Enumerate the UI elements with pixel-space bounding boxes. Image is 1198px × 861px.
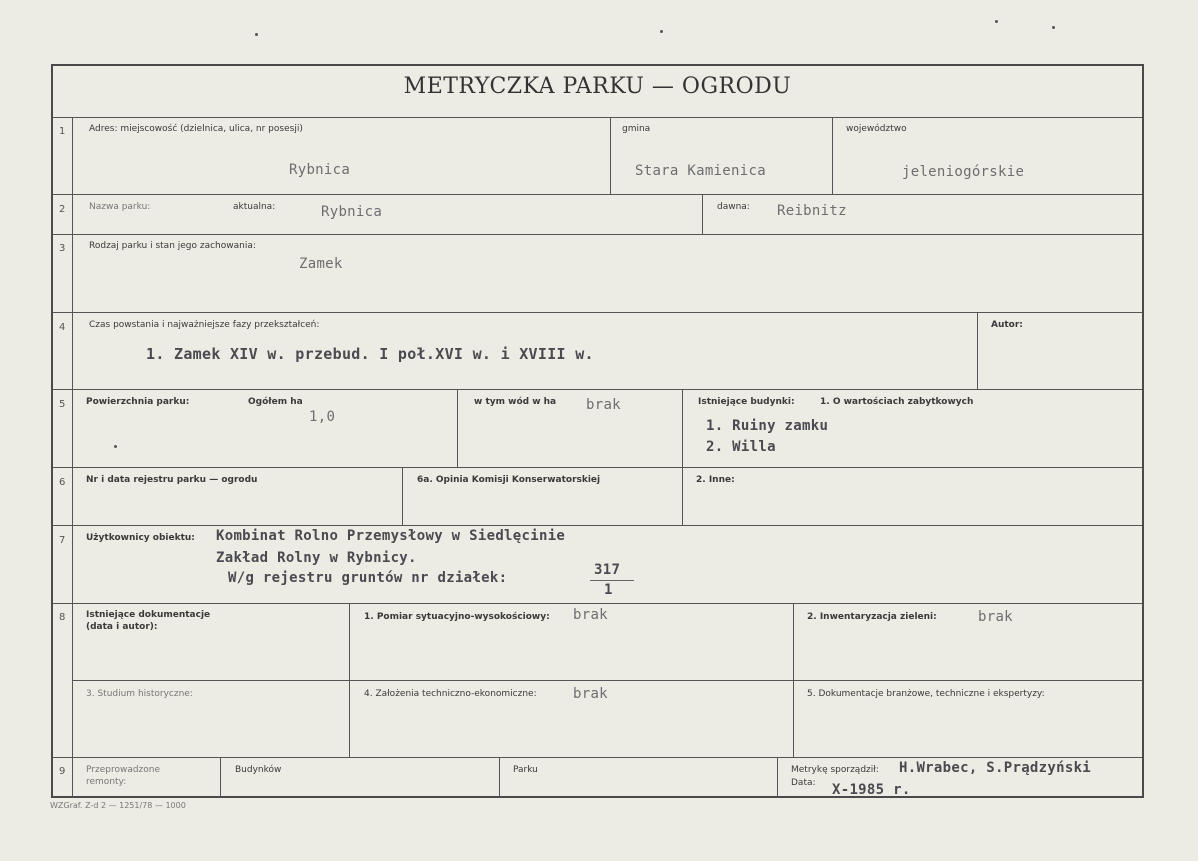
cell-divider (682, 389, 683, 467)
author-label: Autor: (991, 320, 1023, 330)
parcel-fraction-line (590, 580, 634, 581)
cell-divider (832, 117, 833, 194)
parcel-denominator: 1 (604, 582, 613, 598)
row-number: 8 (59, 612, 66, 623)
parcel-numerator: 317 (594, 562, 621, 578)
inventory-value: brak (978, 609, 1013, 625)
number-column-divider (72, 117, 73, 798)
paper-speck (114, 445, 117, 448)
voivodeship-label: województwo (846, 124, 907, 134)
cell-divider (977, 312, 978, 389)
park-name-label: Nazwa parku: (89, 202, 151, 212)
row-number: 4 (59, 322, 66, 333)
park-area-label: Powierzchnia parku: (86, 397, 190, 407)
docs-sub-label: (data i autor): (86, 622, 158, 632)
row-divider (53, 525, 1142, 526)
cell-divider (220, 757, 221, 798)
paper-speck (660, 30, 663, 33)
cell-divider (499, 757, 500, 798)
row-divider (53, 117, 1142, 118)
former-name-value: Reibnitz (777, 203, 847, 219)
user-line: Kombinat Rolno Przemysłowy w Siedlęcinie (216, 528, 566, 544)
register-label: Nr i data rejestru parku — ogrodu (86, 475, 258, 485)
row-divider (53, 194, 1142, 195)
branch-docs-label: 5. Dokumentacje branżowe, techniczne i ekspertyzy: (807, 689, 1045, 699)
existing-buildings-label: Istniejące budynki: (698, 397, 795, 407)
paper-speck (1052, 26, 1055, 29)
cell-divider (777, 757, 778, 798)
tech-assumptions-value: brak (573, 686, 608, 702)
cell-divider (702, 194, 703, 234)
park-repairs-label: Parku (513, 765, 538, 775)
row-divider (53, 467, 1142, 468)
water-area-value: brak (586, 397, 621, 413)
gmina-value: Stara Kamienica (635, 163, 766, 179)
row-divider (53, 603, 1142, 604)
row-divider (53, 312, 1142, 313)
repairs-sub-label: remonty: (86, 777, 127, 787)
print-footer: WZGraf. Z-d 2 — 1251/78 — 1000 (50, 801, 186, 810)
row-number: 1 (59, 126, 66, 137)
cell-divider (793, 603, 794, 757)
total-area-value: 1,0 (309, 409, 336, 425)
row-divider (53, 757, 1142, 758)
row-number: 9 (59, 766, 66, 777)
history-phases-value: 1. Zamek XIV w. przebud. I poł.XVI w. i XVIII w. (146, 345, 594, 363)
row-number: 5 (59, 399, 66, 410)
total-area-label: Ogółem ha (248, 397, 303, 407)
row-number: 3 (59, 243, 66, 254)
voivodeship-value: jeleniogórskie (902, 164, 1025, 180)
survey-value: brak (573, 607, 608, 623)
building-item: 1. Ruiny zamku (706, 418, 829, 434)
cell-divider (682, 467, 683, 525)
tech-assumptions-label: 4. Założenia techniczno-ekonomiczne: (364, 689, 537, 699)
row-divider (53, 234, 1142, 235)
docs-label: Istniejące dokumentacje (86, 610, 211, 620)
row-number: 6 (59, 477, 66, 488)
former-name-label: dawna: (717, 202, 750, 212)
row-number: 2 (59, 204, 66, 215)
commission-opinion-label: 6a. Opinia Komisji Konserwatorskiej (417, 475, 601, 485)
repairs-label: Przeprowadzone (86, 765, 161, 775)
paper-speck (995, 20, 998, 23)
row-number: 7 (59, 535, 66, 546)
park-record-form (51, 64, 1144, 798)
date-label: Data: (791, 778, 816, 788)
cell-divider (610, 117, 611, 194)
history-phases-label: Czas powstania i najważniejsze fazy przekształceń: (89, 320, 320, 330)
cell-divider (349, 603, 350, 757)
address-value: Rybnica (289, 162, 351, 178)
gmina-label: gmina (622, 124, 651, 134)
users-label: Użytkownicy obiektu: (86, 533, 195, 543)
row-divider (53, 389, 1142, 390)
historic-buildings-label: 1. O wartościach zabytkowych (820, 397, 974, 407)
park-type-value: Zamek (299, 256, 343, 272)
row-divider (73, 680, 1142, 681)
form-title: METRYCZKA PARKU — OGRODU (403, 74, 792, 99)
made-by-value: H.Wrabec, S.Prądzyński (899, 760, 1092, 776)
made-by-label: Metrykę sporządził: (791, 765, 879, 775)
current-name-value: Rybnica (321, 204, 383, 220)
buildings-repairs-label: Budynków (235, 765, 282, 775)
building-item: 2. Willa (706, 439, 776, 455)
park-type-label: Rodzaj parku i stan jego zachowania: (89, 241, 256, 251)
date-value: X-1985 r. (832, 782, 911, 798)
cell-divider (457, 389, 458, 467)
address-label: Adres: miejscowość (dzielnica, ulica, nr posesji) (89, 124, 303, 134)
inventory-label: 2. Inwentaryzacja zieleni: (807, 612, 937, 622)
water-area-label: w tym wód w ha (474, 397, 557, 407)
current-name-label: aktualna: (233, 202, 276, 212)
other-buildings-label: 2. Inne: (696, 475, 735, 485)
user-line: W/g rejestru gruntów nr działek: (228, 570, 508, 586)
paper-speck (255, 33, 258, 36)
history-study-label: 3. Studium historyczne: (86, 689, 193, 699)
cell-divider (402, 467, 403, 525)
survey-label: 1. Pomiar sytuacyjno-wysokościowy: (364, 612, 550, 622)
user-line: Zakład Rolny w Rybnicy. (216, 550, 417, 566)
